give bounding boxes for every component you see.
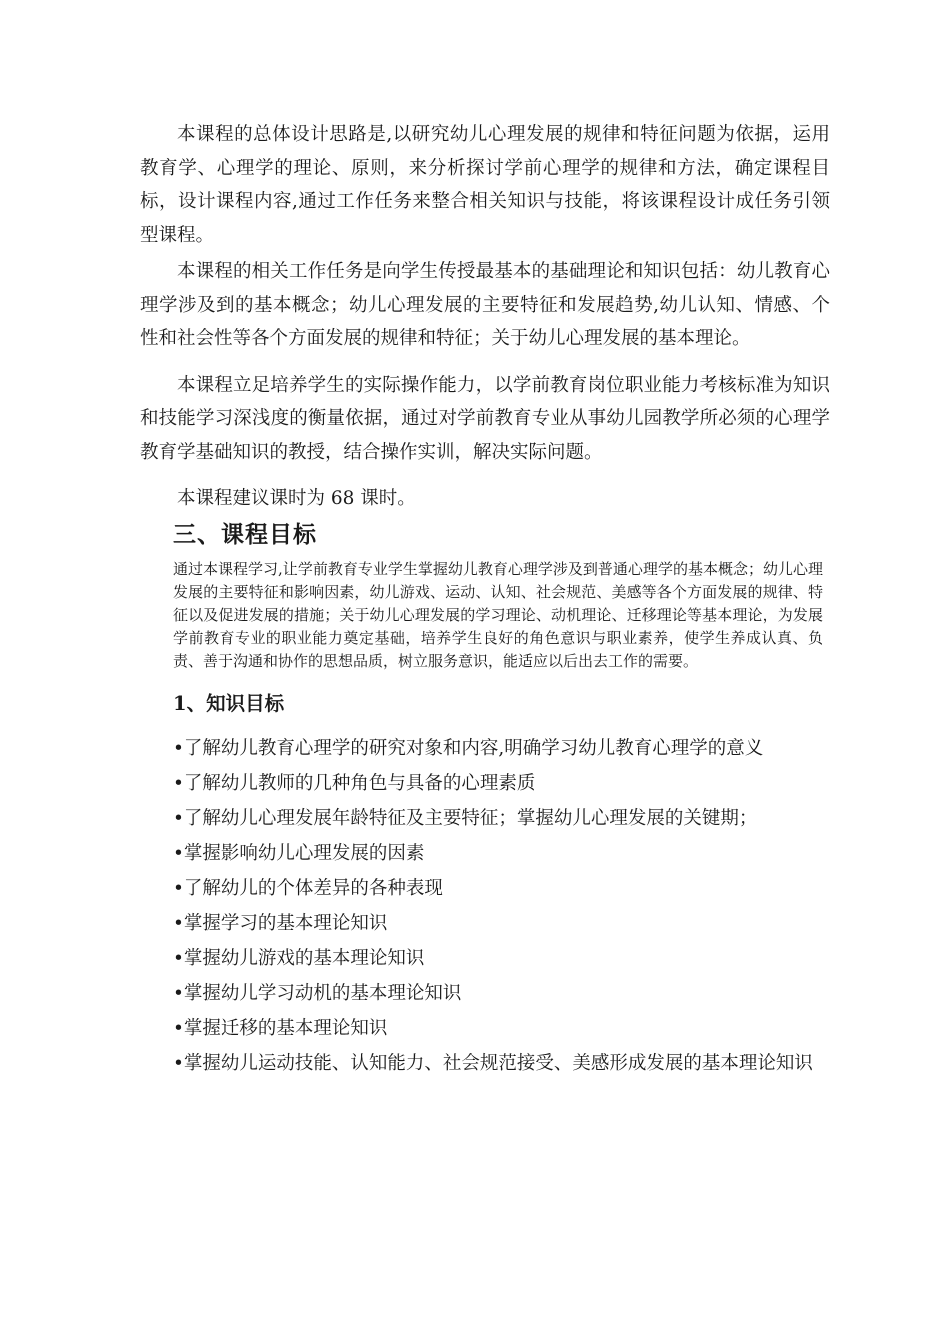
subheading-knowledge-objectives: 1、知识目标 [173, 691, 285, 715]
list-item: •掌握迁移的基本理论知识 [173, 1017, 388, 1039]
list-item: •掌握幼儿游戏的基本理论知识 [173, 947, 425, 969]
list-item: •掌握影响幼儿心理发展的因素 [173, 842, 425, 864]
section-heading-course-objectives: 三、课程目标 [173, 520, 317, 548]
list-item: •了解幼儿心理发展年龄特征及主要特征；掌握幼儿心理发展的关键期； [173, 807, 758, 829]
document-page [140, 118, 830, 1081]
list-item: •掌握幼儿运动技能、认知能力、社会规范接受、美感形成发展的基本理论知识 [173, 1052, 813, 1074]
list-item: •掌握幼儿学习动机的基本理论知识 [173, 982, 462, 1004]
list-item: •了解幼儿的个体差异的各种表现 [173, 877, 443, 899]
paragraph-course-hours: 本课程建议课时为 68 课时。 [177, 488, 416, 509]
paragraph-practical-ability: 本课程立足培养学生的实际操作能力，以学前教育岗位职业能力考核标准为知识和技能学习深浅度的衡量依据，通过对学前教育专业从事幼儿园教学所必须的心理学教育学基础知识的教授，结合操作实训，解决实际问题。 [140, 374, 830, 463]
list-item: •掌握学习的基本理论知识 [173, 912, 388, 934]
knowledge-objectives-list [140, 731, 830, 1081]
paragraph-work-tasks: 本课程的相关工作任务是向学生传授最基本的基础理论和知识包括：幼儿教育心理学涉及到的基本概念；幼儿心理发展的主要特征和发展趋势,幼儿认知、情感、个性和社会性等各个方面发展的规律和特征；关于幼儿心理发展的基本理论。 [140, 261, 830, 349]
objectives-intro-paragraph: 通过本课程学习,让学前教育专业学生掌握幼儿教育心理学涉及到普通心理学的基本概念；幼儿心理发展的主要特征和影响因素，幼儿游戏、运动、认知、社会规范、美感等各个方面发展的规律、特征以及促进发展的措施；关于幼儿心理发展的学习理论、动机理论、迁移理论等基本理论，为发展学前教育专业的职业能力奠定基础，培养学生良好的角色意识与职业素养，使学生养成认真、负责、善于沟通和协作的思想品质，树立服务意识，能适应以后出去工作的需要。 [173, 559, 823, 670]
paragraph-design-approach: 本课程的总体设计思路是,以研究幼儿心理发展的规律和特征问题为依据，运用教育学、心理学的理论、原则，来分析探讨学前心理学的规律和方法，确定课程目标，设计课程内容,通过工作任务来整合相关知识与技能，将该课程设计成任务引领型课程。 [140, 124, 830, 246]
list-item: •了解幼儿教师的几种角色与具备的心理素质 [173, 772, 536, 794]
list-item: •了解幼儿教育心理学的研究对象和内容,明确学习幼儿教育心理学的意义 [173, 737, 764, 759]
